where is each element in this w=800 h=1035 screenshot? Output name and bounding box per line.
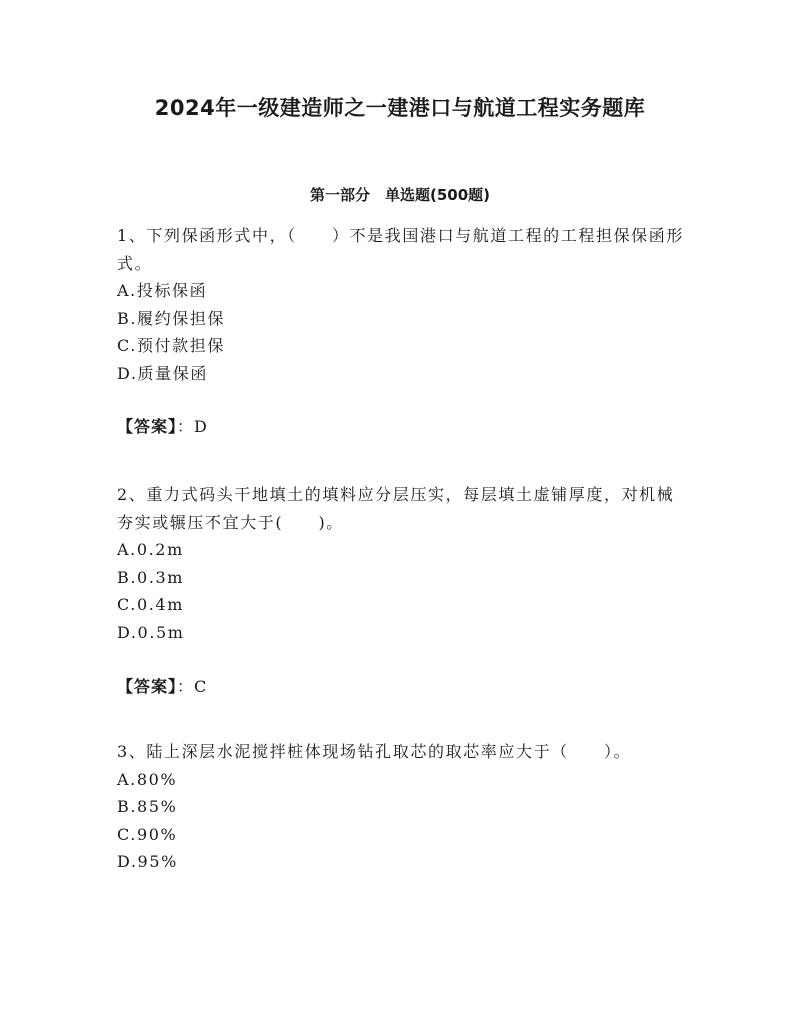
option-d: D.质量保函 bbox=[117, 363, 208, 383]
option-d: D.95% bbox=[117, 852, 178, 871]
question-3 bbox=[117, 738, 687, 876]
answer-label: 【答案】 bbox=[117, 677, 178, 696]
option-c: C.90% bbox=[117, 824, 178, 844]
answer-value: ：D bbox=[177, 417, 208, 436]
option-b: B.85% bbox=[117, 797, 178, 816]
document-title: 2024年一级建造师之一建港口与航道工程实务题库 bbox=[154, 96, 646, 120]
question-stem: 1、下列保函形式中，（ ）不是我国港口与航道工程的工程担保保函形式。 bbox=[117, 226, 684, 273]
option-a: A.投标保函 bbox=[117, 281, 208, 300]
question-stem: 3、陆上深层水泥搅拌桩体现场钻孔取芯的取芯率应大于（ ）。 bbox=[117, 742, 632, 761]
option-b: B.履约保担保 bbox=[117, 308, 226, 328]
answer-1 bbox=[117, 413, 208, 440]
answer-2 bbox=[117, 673, 207, 700]
option-a: A.80% bbox=[117, 769, 178, 789]
option-d: D.0.5m bbox=[117, 622, 185, 642]
option-a: A.0.2m bbox=[117, 540, 184, 559]
answer-label: 【答案】 bbox=[117, 417, 178, 436]
question-stem: 2、重力式码头干地填土的填料应分层压实，每层填土虚铺厚度，对机械夯实或辗压不宜大于( )。 bbox=[117, 485, 675, 532]
answer-value: ：C bbox=[177, 677, 208, 696]
option-b: B.0.3m bbox=[117, 567, 185, 587]
question-2 bbox=[117, 481, 687, 646]
option-c: C.0.4m bbox=[117, 595, 184, 614]
section-heading: 第一部分 单选题(500题) bbox=[309, 186, 491, 204]
option-c: C.预付款担保 bbox=[117, 336, 225, 355]
question-1 bbox=[117, 222, 687, 387]
